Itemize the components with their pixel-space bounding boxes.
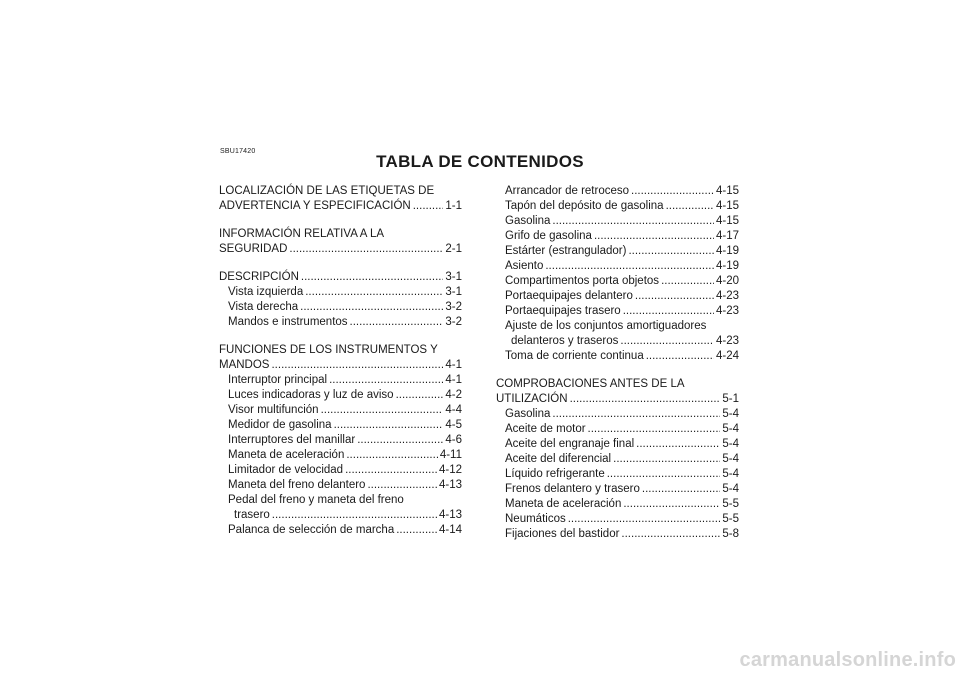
toc-entry-title: Gasolina <box>505 215 551 227</box>
toc-entry[interactable] <box>496 512 739 527</box>
toc-entry-page: 4-6 <box>445 434 462 446</box>
toc-entry-page: 4-13 <box>438 509 462 521</box>
toc-entry[interactable] <box>219 523 462 538</box>
toc-entry-page: 2-1 <box>445 243 462 255</box>
toc-entry-page: 5-5 <box>722 513 739 525</box>
toc-entry[interactable] <box>219 358 462 373</box>
toc-entry[interactable] <box>219 433 462 448</box>
toc-entry-page: 4-1 <box>445 359 462 371</box>
dot-leader <box>545 259 714 274</box>
toc-entry[interactable] <box>496 407 739 422</box>
toc-entry-title: Fijaciones del bastidor <box>505 528 620 540</box>
toc-entry-page: 5-4 <box>722 408 739 420</box>
toc-entry-title: Maneta de aceleración <box>505 498 622 510</box>
dot-leader <box>588 422 721 437</box>
toc-entry-title: Vista derecha <box>228 301 299 313</box>
dot-leader <box>661 274 714 289</box>
toc-entry-title: Palanca de selección de marcha <box>228 524 395 536</box>
toc-entry[interactable] <box>496 199 739 214</box>
dot-leader <box>568 512 721 527</box>
dot-leader <box>396 523 437 538</box>
dot-leader <box>628 244 714 259</box>
toc-entry-title: Visor multifunción <box>228 404 319 416</box>
toc-entry-page: 5-5 <box>722 498 739 510</box>
toc-entry-title: Portaequipajes delantero <box>505 290 633 302</box>
dot-leader <box>623 497 720 512</box>
toc-entry-title: Estárter (estrangulador) <box>505 245 627 257</box>
dot-leader <box>620 334 714 349</box>
toc-entry-title: Tapón del depósito de gasolina <box>505 200 664 212</box>
toc-entry-title: UTILIZACIÓN <box>496 393 568 405</box>
page-title: TABLA DE CONTENIDOS <box>376 152 584 171</box>
toc-entry-page: 4-15 <box>715 200 739 212</box>
toc-section-heading: INFORMACIÓN RELATIVA A LA <box>219 228 385 240</box>
toc-entry-title: Líquido refrigerante <box>505 468 605 480</box>
toc-entry-title: Aceite del engranaje final <box>505 438 635 450</box>
toc-entry-page: 5-4 <box>722 453 739 465</box>
toc-entry-title: Aceite del diferencial <box>505 453 612 465</box>
dot-leader <box>623 304 714 319</box>
toc-entry[interactable] <box>496 184 739 199</box>
dot-leader <box>289 242 443 257</box>
toc-entry[interactable] <box>219 418 462 433</box>
toc-entry[interactable] <box>219 270 462 285</box>
toc-entry[interactable] <box>219 478 462 493</box>
dot-leader <box>357 433 443 448</box>
dot-leader <box>334 418 444 433</box>
toc-entry-page: 4-23 <box>715 305 739 317</box>
dot-leader <box>607 467 721 482</box>
dot-leader <box>272 508 437 523</box>
toc-entry[interactable] <box>219 300 462 315</box>
dot-leader <box>346 448 437 463</box>
toc-entry[interactable] <box>496 482 739 497</box>
toc-entry-title: Mandos e instrumentos <box>228 316 348 328</box>
toc-entry-title-line: Pedal del freno y maneta del freno <box>228 494 404 506</box>
toc-entry-page: 5-4 <box>722 423 739 435</box>
toc-entry[interactable] <box>496 334 739 349</box>
toc-entry-page: 4-13 <box>438 479 462 491</box>
toc-entry-page: 4-23 <box>715 290 739 302</box>
toc-entry-page: 5-1 <box>722 393 739 405</box>
toc-entry[interactable] <box>219 315 462 330</box>
toc-entry[interactable] <box>496 274 739 289</box>
toc-entry-title: Gasolina <box>505 408 551 420</box>
dot-leader <box>301 270 444 285</box>
dot-leader <box>321 403 444 418</box>
toc-entry-title: Portaequipajes trasero <box>505 305 621 317</box>
toc-entry[interactable] <box>496 497 739 512</box>
toc-entry-title: delanteros y traseros <box>511 335 619 347</box>
dot-leader <box>635 289 714 304</box>
toc-entry-page: 5-4 <box>722 468 739 480</box>
toc-entry[interactable] <box>496 437 739 452</box>
dot-leader <box>646 349 714 364</box>
toc-entry-page: 4-2 <box>445 389 462 401</box>
toc-entry-page: 4-5 <box>445 419 462 431</box>
dot-leader <box>552 407 720 422</box>
toc-entry[interactable] <box>219 373 462 388</box>
toc-entry-title: Maneta de aceleración <box>228 449 345 461</box>
toc-entry-title: Neumáticos <box>505 513 566 525</box>
dot-leader <box>329 373 443 388</box>
dot-leader <box>631 184 714 199</box>
toc-entry[interactable] <box>496 244 739 259</box>
toc-entry-title: Grifo de gasolina <box>505 230 592 242</box>
toc-entry-title: Limitador de velocidad <box>228 464 344 476</box>
dot-leader <box>413 199 444 214</box>
toc-entry-title: MANDOS <box>219 359 270 371</box>
toc-entry-page: 4-1 <box>445 374 462 386</box>
dot-leader <box>570 392 721 407</box>
toc-entry-page: 4-11 <box>439 449 462 461</box>
toc-entry[interactable] <box>496 452 739 467</box>
toc-entry-page: 4-19 <box>715 245 739 257</box>
dot-leader <box>642 482 721 497</box>
toc-entry-title: Vista izquierda <box>228 286 304 298</box>
toc-entry-page: 4-15 <box>715 185 739 197</box>
dot-leader <box>613 452 720 467</box>
toc-entry-title: Interruptores del manillar <box>228 434 356 446</box>
toc-entry-title: Aceite de motor <box>505 423 586 435</box>
toc-entry-title: DESCRIPCIÓN <box>219 271 299 283</box>
toc-entry-page: 5-4 <box>722 438 739 450</box>
dot-leader <box>305 285 443 300</box>
toc-entry[interactable] <box>219 242 462 257</box>
toc-entry[interactable] <box>496 392 739 407</box>
toc-entry-page: 3-1 <box>445 271 462 283</box>
toc-entry-page: 4-14 <box>438 524 462 536</box>
dot-leader <box>552 214 714 229</box>
toc-entry-page: 4-17 <box>715 230 739 242</box>
toc-entry[interactable] <box>219 463 462 478</box>
toc-entry[interactable] <box>496 349 739 364</box>
toc-entry-page: 3-2 <box>445 301 462 313</box>
toc-entry-title: Arrancador de retroceso <box>505 185 630 197</box>
toc-column-left <box>219 184 462 538</box>
toc-entry-page: 3-1 <box>445 286 462 298</box>
dot-leader <box>621 527 720 542</box>
toc-entry-title: trasero <box>234 509 270 521</box>
toc-entry[interactable] <box>219 199 462 214</box>
toc-entry[interactable] <box>496 259 739 274</box>
toc-entry-page: 5-4 <box>722 483 739 495</box>
toc-entry[interactable] <box>219 388 462 403</box>
toc-entry-title: Maneta del freno delantero <box>228 479 366 491</box>
toc-entry[interactable] <box>496 289 739 304</box>
toc-entry-page: 4-20 <box>715 275 739 287</box>
toc-entry[interactable] <box>219 508 462 523</box>
toc-entry-page: 1-1 <box>445 200 462 212</box>
dot-leader <box>345 463 437 478</box>
toc-entry-page: 3-2 <box>445 316 462 328</box>
dot-leader <box>594 229 714 244</box>
toc-entry-page: 4-15 <box>715 215 739 227</box>
toc-entry-title: Frenos delantero y trasero <box>505 483 640 495</box>
toc-section-heading: COMPROBACIONES ANTES DE LA <box>496 378 685 390</box>
toc-entry[interactable] <box>496 422 739 437</box>
toc-entry[interactable] <box>496 527 739 542</box>
toc-entry-title: SEGURIDAD <box>219 243 288 255</box>
toc-entry-title: Asiento <box>505 260 544 272</box>
dot-leader <box>271 358 443 373</box>
toc-entry-title: Luces indicadoras y luz de aviso <box>228 389 394 401</box>
toc-entry-title-line: Ajuste de los conjuntos amortiguadores <box>505 320 707 332</box>
toc-entry-title: Interruptor principal <box>228 374 328 386</box>
toc-entry-title: Toma de corriente continua <box>505 350 644 362</box>
toc-entry[interactable] <box>496 214 739 229</box>
dot-leader <box>396 388 444 403</box>
toc-entry[interactable] <box>496 304 739 319</box>
toc-entry-page: 4-19 <box>715 260 739 272</box>
toc-entry-title: ADVERTENCIA Y ESPECIFICACIÓN <box>219 200 411 212</box>
toc-entry[interactable] <box>496 229 739 244</box>
toc-entry-page: 4-23 <box>715 335 739 347</box>
toc-entry-page: 5-8 <box>722 528 739 540</box>
toc-entry[interactable] <box>219 403 462 418</box>
toc-entry[interactable] <box>496 467 739 482</box>
dot-leader <box>666 199 714 214</box>
toc-section-heading: FUNCIONES DE LOS INSTRUMENTOS Y <box>219 344 438 356</box>
toc-entry-page: 4-4 <box>445 404 462 416</box>
dot-leader <box>300 300 443 315</box>
toc-entry-page: 4-24 <box>715 350 739 362</box>
document-code: SBU17420 <box>220 148 256 155</box>
toc-entry-title: Compartimentos porta objetos <box>505 275 660 287</box>
dot-leader <box>367 478 437 493</box>
toc-section-heading: LOCALIZACIÓN DE LAS ETIQUETAS DE <box>219 185 435 197</box>
toc-column-right <box>496 184 739 542</box>
dot-leader <box>636 437 720 452</box>
toc-entry-title: Medidor de gasolina <box>228 419 332 431</box>
toc-entry[interactable] <box>219 285 462 300</box>
toc-entry[interactable] <box>219 448 462 463</box>
toc-entry-page: 4-12 <box>438 464 462 476</box>
dot-leader <box>350 315 444 330</box>
watermark: carmanualsonline.info <box>739 649 956 671</box>
